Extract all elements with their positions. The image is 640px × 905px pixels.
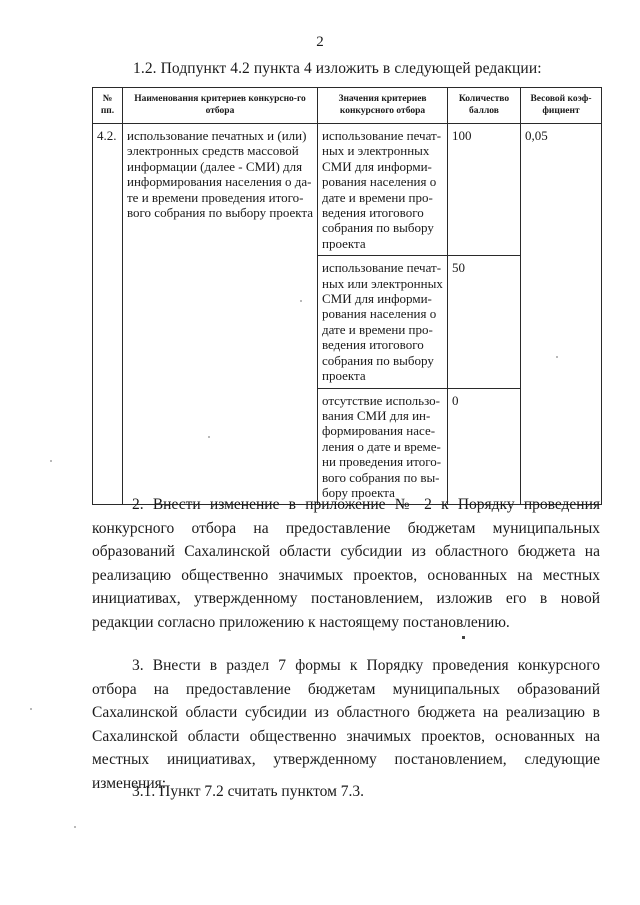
scan-speck xyxy=(556,356,558,358)
scan-speck xyxy=(74,826,76,828)
table-header-row xyxy=(93,88,602,124)
points-cell: 100 xyxy=(448,124,521,256)
paragraph-3-1: 3.1. Пункт 7.2 считать пунктом 7.3. xyxy=(132,783,365,800)
criteria-table xyxy=(92,87,602,505)
paragraph-2 xyxy=(92,493,600,635)
page-number: 2 xyxy=(316,34,324,50)
paragraph-3 xyxy=(92,654,600,796)
scan-speck xyxy=(30,708,32,710)
scan-speck xyxy=(300,300,302,302)
criterion-value-cell: использование печат-ных и электронных СМИ для информи-рования населения о дате и времени про-ведения итогового собрания по выбору проекта xyxy=(318,124,448,256)
points-cell: 50 xyxy=(448,256,521,388)
row-number-cell: 4.2. xyxy=(93,124,123,505)
intro-paragraph: 1.2. Подпункт 4.2 пункта 4 изложить в следующей редакции: xyxy=(133,60,542,77)
paragraph-2-text: 2. Внести изменение в приложение № 2 к Порядку проведения конкурсного отбора на предоставление бюджетам муниципальных образований Сахалинской области субсидии из областного бюджета на реализацию общественно значимых проектов, основанных на местных инициативах, утвержденному постановлением, изложив его в новой редакции согласно приложению к настоящему постановлению. xyxy=(92,496,600,631)
header-criterion-name: Наименования критериев конкурсно-го отбора xyxy=(123,88,318,124)
header-points: Количество баллов xyxy=(448,88,521,124)
header-weight: Весовой коэф-фициент xyxy=(521,88,602,124)
header-criterion-values: Значения критериев конкурсного отбора xyxy=(318,88,448,124)
points-cell: 0 xyxy=(448,388,521,505)
scan-speck xyxy=(462,636,465,639)
criterion-value-cell: отсутствие использо-вания СМИ для ин-формирования насе-ления о дате и време-ни проведения итого-вого собрания по вы-бору проекта xyxy=(318,388,448,505)
header-number: № пп. xyxy=(93,88,123,124)
scan-speck xyxy=(208,436,210,438)
criterion-value-cell: использование печат-ных или электронных СМИ для информи-рования населения о дате и времени про-ведения итогового собрания по выбору проекта xyxy=(318,256,448,388)
weight-cell: 0,05 xyxy=(521,124,602,505)
scan-speck xyxy=(50,460,52,462)
table-row xyxy=(93,124,602,256)
criterion-name-cell: использование печатных и (или) электронных средств массовой информации (далее - СМИ) для информирования населения о да-те и времени проведения итого-вого собрания по выбору проекта xyxy=(123,124,318,505)
paragraph-3-text: 3. Внести в раздел 7 формы к Порядку проведения конкурсного отбора на предоставление бюджетам муниципальных образований Сахалинской области субсидии из областного бюджета на реализацию в Сахалинской области общественно значимых проектов, основанных на местных инициативах, утвержденному постановлением, следующие изменения: xyxy=(92,657,600,792)
